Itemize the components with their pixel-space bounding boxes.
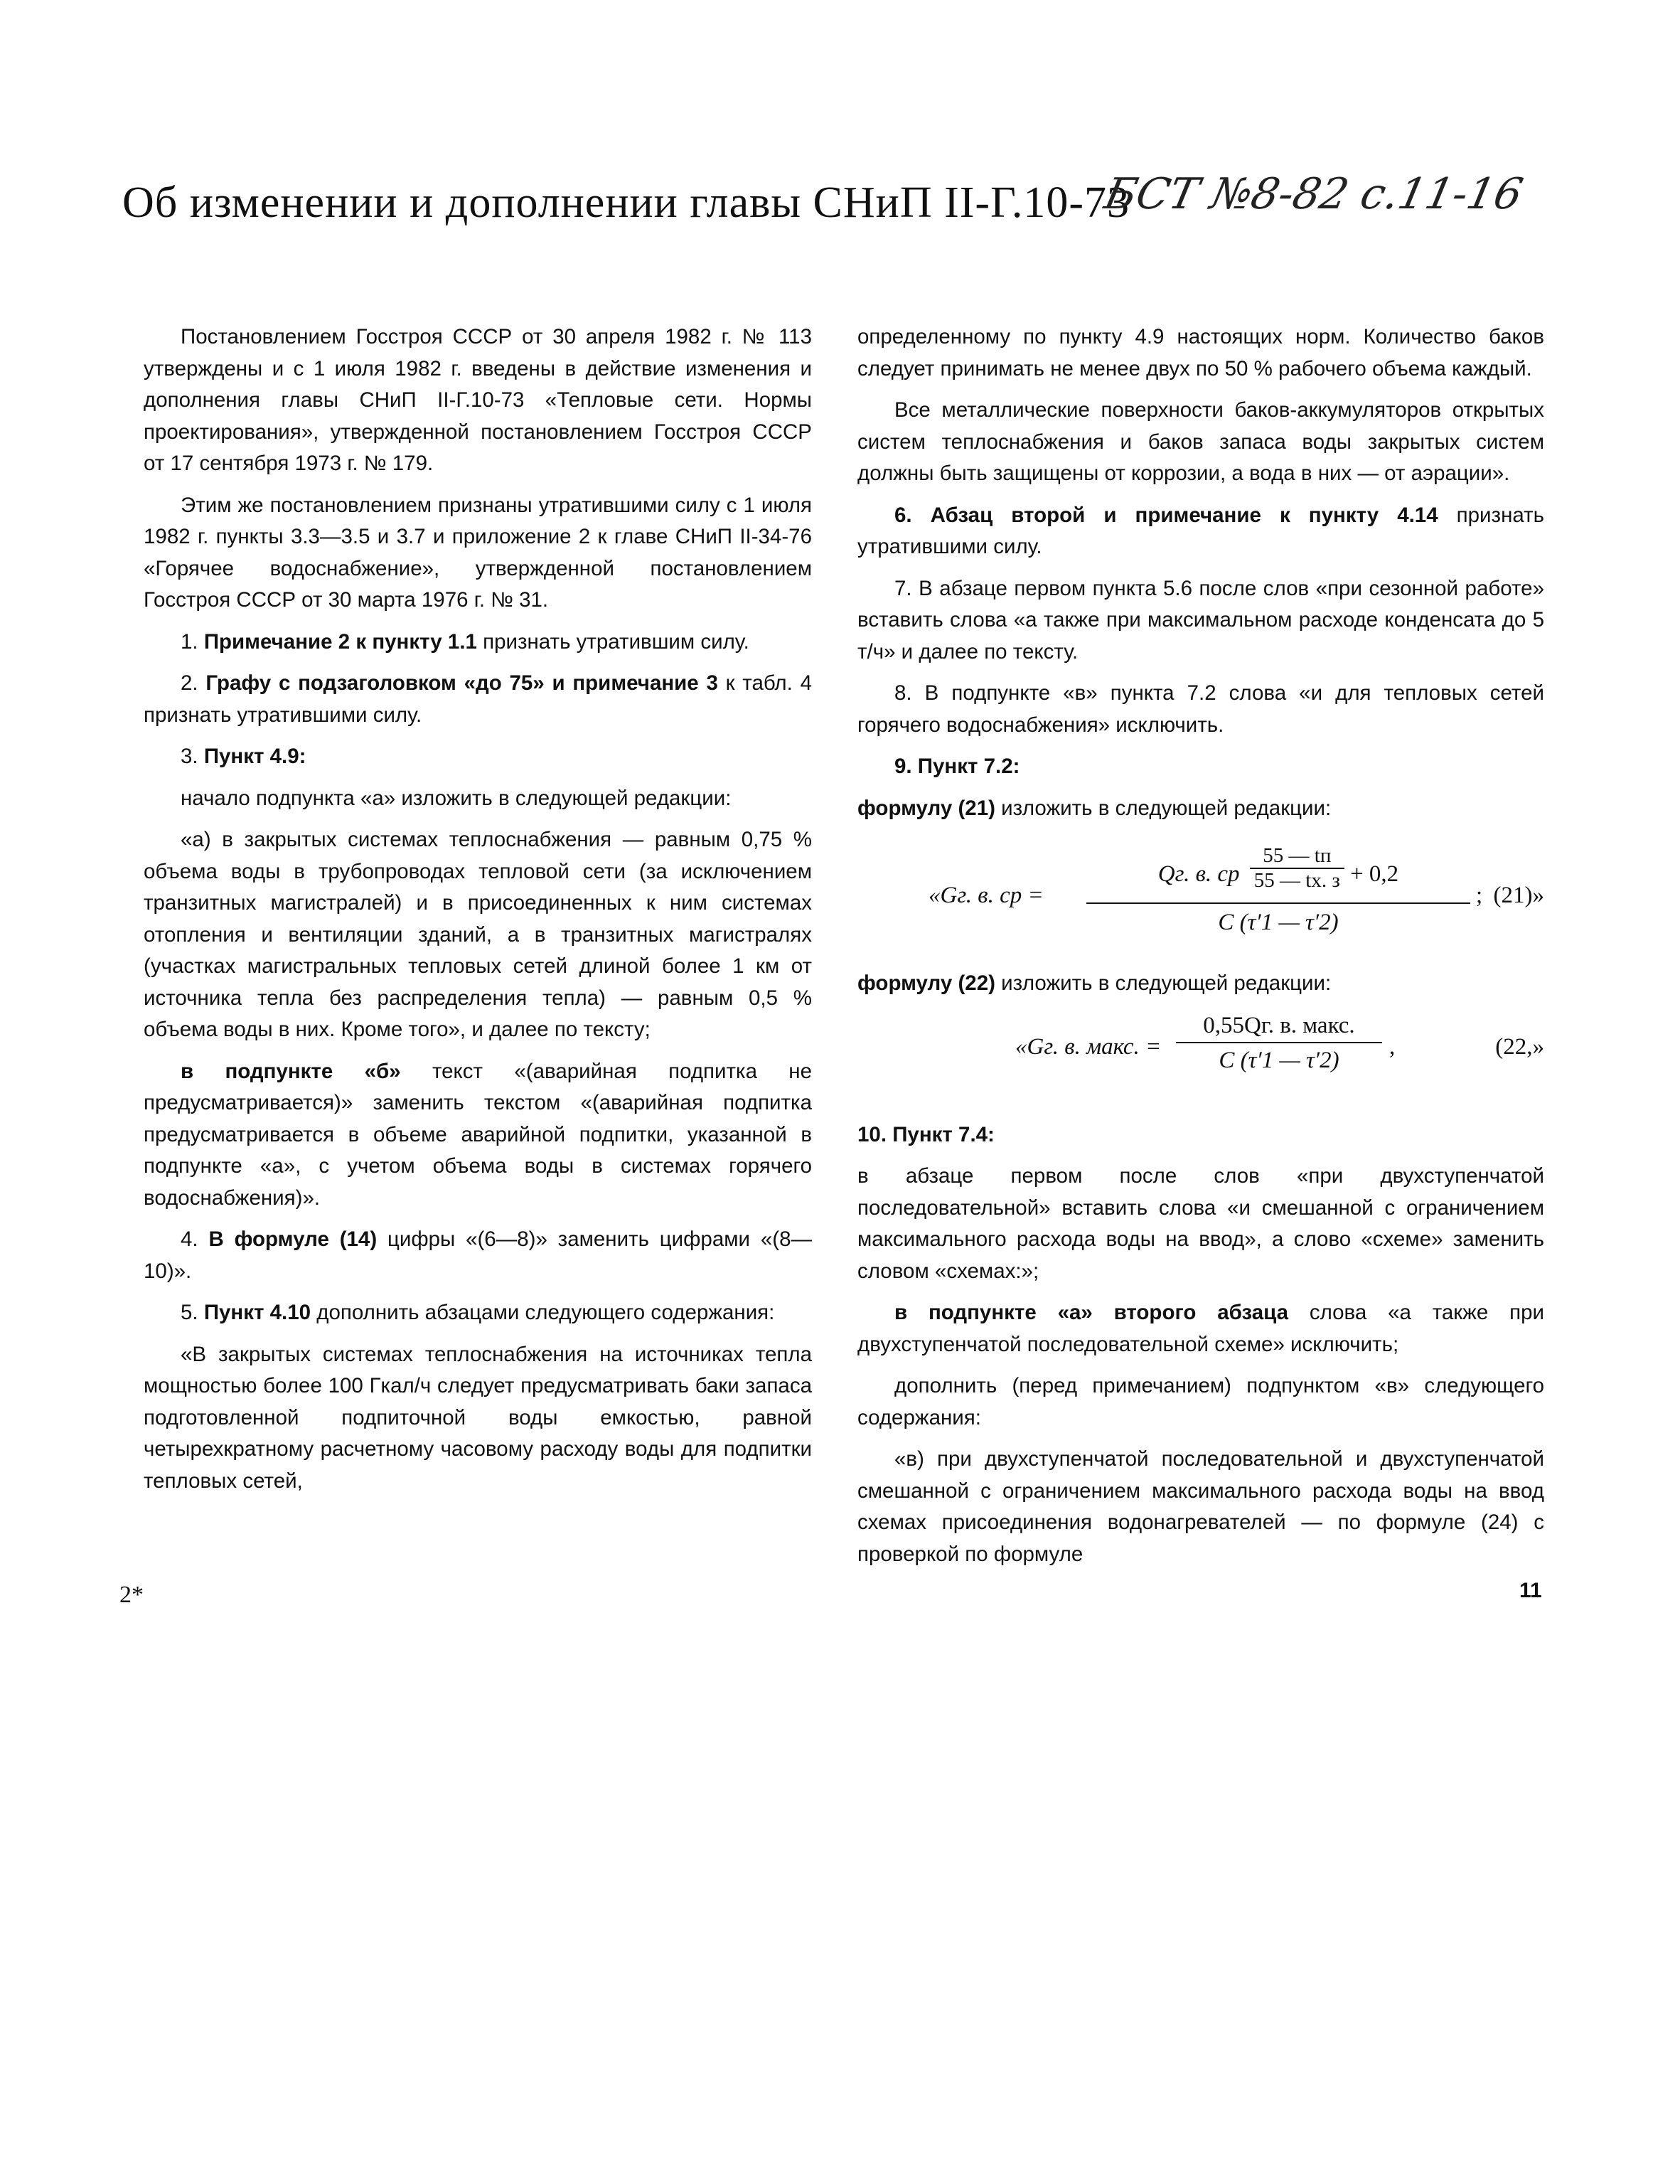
item-6: 6. Абзац второй и примечание к пункту 4.14 признать утратившими силу. [857,503,1544,558]
formula-21-number: (21)» [1493,883,1544,908]
page-number: 11 [1519,1579,1542,1602]
item-10-paragraph-3: дополнить (перед примечанием) подпунктом «в» следующего содержания: [857,1374,1544,1429]
item-10-paragraph-4: «в) при двухступенчатой последовательной и двухступенчатой смешанной с ограничением максимального расхода воды на ввод схемах присоединения водонагревателей — по формуле (24) с проверкой по формуле [857,1447,1544,1566]
item-3-quote: «а) в закрытых системах теплоснабжения — равным 0,75 % объема воды в трубопроводах тепловой сети (за исключением транзитных магистралей) и в присоединенных к ним системах отопления и вентиляции зданий, а в транзитных магистралях (участках магистральных тепловых сетей длиной более 1 км от источника тепла без распределения тепла) — равным 0,5 % объема воды в них. Кроме того», и далее по тексту; [144,828,812,1041]
signature-mark: 2* [119,1582,144,1608]
item-1: 1. Примечание 2 к пункту 1.1 признать утратившим силу. [181,629,749,654]
left-column [144,321,812,1507]
intro-paragraph: Постановлением Госстроя СССР от 30 апреля 1982 г. № 113 утверждены и с 1 июля 1982 г. введены в действие изменения и дополнения главы СНиП II-Г.10-73 «Тепловые сети. Нормы проектирования», утвержденной постановлением Госстроя СССР от 17 сентября 1973 г. № 179. [144,325,812,475]
formula-21-label: формулу (21) изложить в следующей редакции: [857,796,1332,820]
right-column [857,321,1544,1580]
item-10-paragraph-2: в подпункте «а» второго абзаца слова «а также при двухступенчатой последовательной схеме» исключить; [857,1301,1544,1356]
formula-22-lhs: «Gг. в. макс. = [1015,1033,1162,1060]
item-5: 5. Пункт 4.10 дополнить абзацами следующего содержания: [181,1301,775,1324]
item-3-heading: 3. Пункт 4.9: [181,745,306,768]
formula-22-end: , [1389,1033,1396,1060]
formula-21-inner-den: 55 — tх. з [1253,869,1340,892]
repeal-paragraph: Этим же постановлением признаны утратившими силу с 1 июля 1982 г. пункты 3.3—3.5 и 3.7 и приложение 2 к главе СНиП II-34-76 «Горячее водоснабжение», утвержденной постановлением Госстроя СССР от 30 марта 1976 г. № 31. [144,493,812,612]
handwritten-reference-note: БСТ №8-82 с.11-16 [1100,169,1527,219]
formula-22 [857,1013,1544,1091]
formula-22-number: (22,» [1495,1033,1544,1060]
continued-paragraph: определенному по пункту 4.9 настоящих норм. Количество баков следует принимать не менее двух по 50 % рабочего объема каждый. [857,325,1544,380]
formula-22-num: 0,55Qг. в. макс. [1176,1013,1382,1043]
item-3-subpoint-b: в подпункте «б» текст «(аварийная подпитка не предусматривается)» заменить текстом «(аварийная подпитка предусматривается в объеме аварийной подпитки, указанной в подпункте «а», с учетом объема воды в системах горячего водоснабжения)». [144,1059,813,1210]
item-2: 2. Графу с подзаголовком «до 75» и примечание 3 к табл. 4 признать утратившими силу. [144,671,812,727]
item-9-heading: 9. Пункт 7.2: [894,755,1020,778]
formula-21-plus: + 0,2 [1350,861,1399,887]
item-5-quote: «В закрытых системах теплоснабжения на источниках тепла мощностью более 100 Гкал/ч следует предусматривать баки запаса подготовленной подпиточной воды емкостью, равной четырехкратному расчетному часовому расходу воды для подпитки тепловых сетей, [144,1342,812,1493]
item-10-paragraph-1: в абзаце первом после слов «при двухступенчатой последовательной» вставить слова «и смешанной с ограничением максимального расхода воды на ввод», а слово «схеме» заменить словом «схемах:»; [857,1164,1544,1283]
formula-22-label: формулу (22) изложить в следующей редакции: [857,971,1332,995]
item-4: 4. В формуле (14) цифры «(6—8)» заменить цифрами «(8—10)». [144,1227,812,1283]
item-7: 7. В абзаце первом пункта 5.6 после слов «при сезонной работе» вставить слова «а также при максимальном расходе конденсата до 5 т/ч» и далее по тексту. [857,576,1544,664]
formula-22-den: C (τ′1 — τ′2) [1219,1047,1339,1073]
formula-21-lhs: «Gг. в. ср = [929,883,1044,908]
formula-21-q: Qг. в. ср [1157,861,1240,887]
item-8: 8. В подпункте «в» пункта 7.2 слова «и для тепловых сетей горячего водоснабжения» исключить. [857,681,1544,737]
formula-21 [857,844,1544,951]
corrosion-paragraph: Все металлические поверхности баков-аккумуляторов открытых систем теплоснабжения и баков запаса воды закрытых систем должны быть защищены от коррозии, а вода в них — от аэрации». [857,398,1544,485]
item-3-subheading: начало подпункта «а» изложить в следующей редакции: [181,786,732,810]
formula-21-inner-num: 55 — tп [1250,844,1344,869]
formula-21-end: ; [1476,883,1483,908]
page-title: Об изменении и дополнении главы СНиП II-Г.10-73 [122,179,1130,227]
formula-21-den: C (τ′1 — τ′2) [1218,910,1339,935]
item-10-heading: 10. Пункт 7.4: [857,1122,995,1146]
